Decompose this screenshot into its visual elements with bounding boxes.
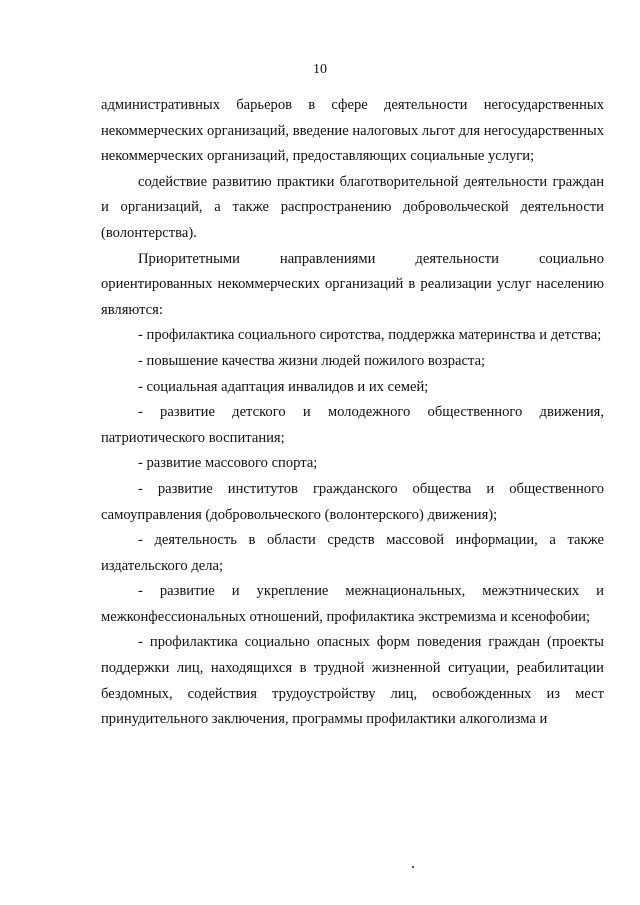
list-item-mass-media: - деятельность в области средств массовой информации, а также издательского дела; <box>101 532 604 574</box>
list-item-interethnic-relations: - развитие и укрепление межнациональных, межэтнических и межконфессиональных отношений, профилактика экстремизма и ксенофобии; <box>101 583 604 625</box>
list-item-mass-sport: - развитие массового спорта; <box>138 455 318 472</box>
list-item-youth-movement: - развитие детского и молодежного общественного движения, патриотического воспитания; <box>101 404 604 446</box>
list-item-elderly-quality: - повышение качества жизни людей пожилого возраста; <box>138 352 486 369</box>
paragraph-charity-support: содействие развитию практики благотворительной деятельности граждан и организаций, а также распространению добровольческой деятельности (волонтерства). <box>101 173 604 241</box>
scan-speck <box>412 866 414 868</box>
paragraph-continuation: административных барьеров в сфере деятельности негосударственных некоммерческих организаций, введение налоговых льгот для негосударственных некоммерческих организаций, предоставляющих социальные услуги; <box>101 97 604 165</box>
paragraph-priority-directions: Приоритетными направлениями деятельности социально ориентированных некоммерческих организаций в реализации услуг населению являются: <box>101 250 604 318</box>
list-item-civil-society: - развитие институтов гражданского общества и общественного самоуправления (добровольческого (волонтерского) движения); <box>101 480 604 523</box>
list-item-orphanhood-prevention: - профилактика социального сиротства, поддержка материнства и детства; <box>138 327 602 344</box>
page-number: 10 <box>313 62 327 77</box>
document-body <box>101 93 604 733</box>
list-item-dangerous-behavior-prevention: - профилактика социально опасных форм поведения граждан (проекты поддержки лиц, находящихся в трудной жизненной ситуации, реабилитации бездомных, содействия трудоустройству лиц, освобожденных из мест принудительного заключения, программы профилактики алкоголизма и <box>101 634 604 728</box>
list-item-disabled-adaptation: - социальная адаптация инвалидов и их семей; <box>138 378 429 395</box>
